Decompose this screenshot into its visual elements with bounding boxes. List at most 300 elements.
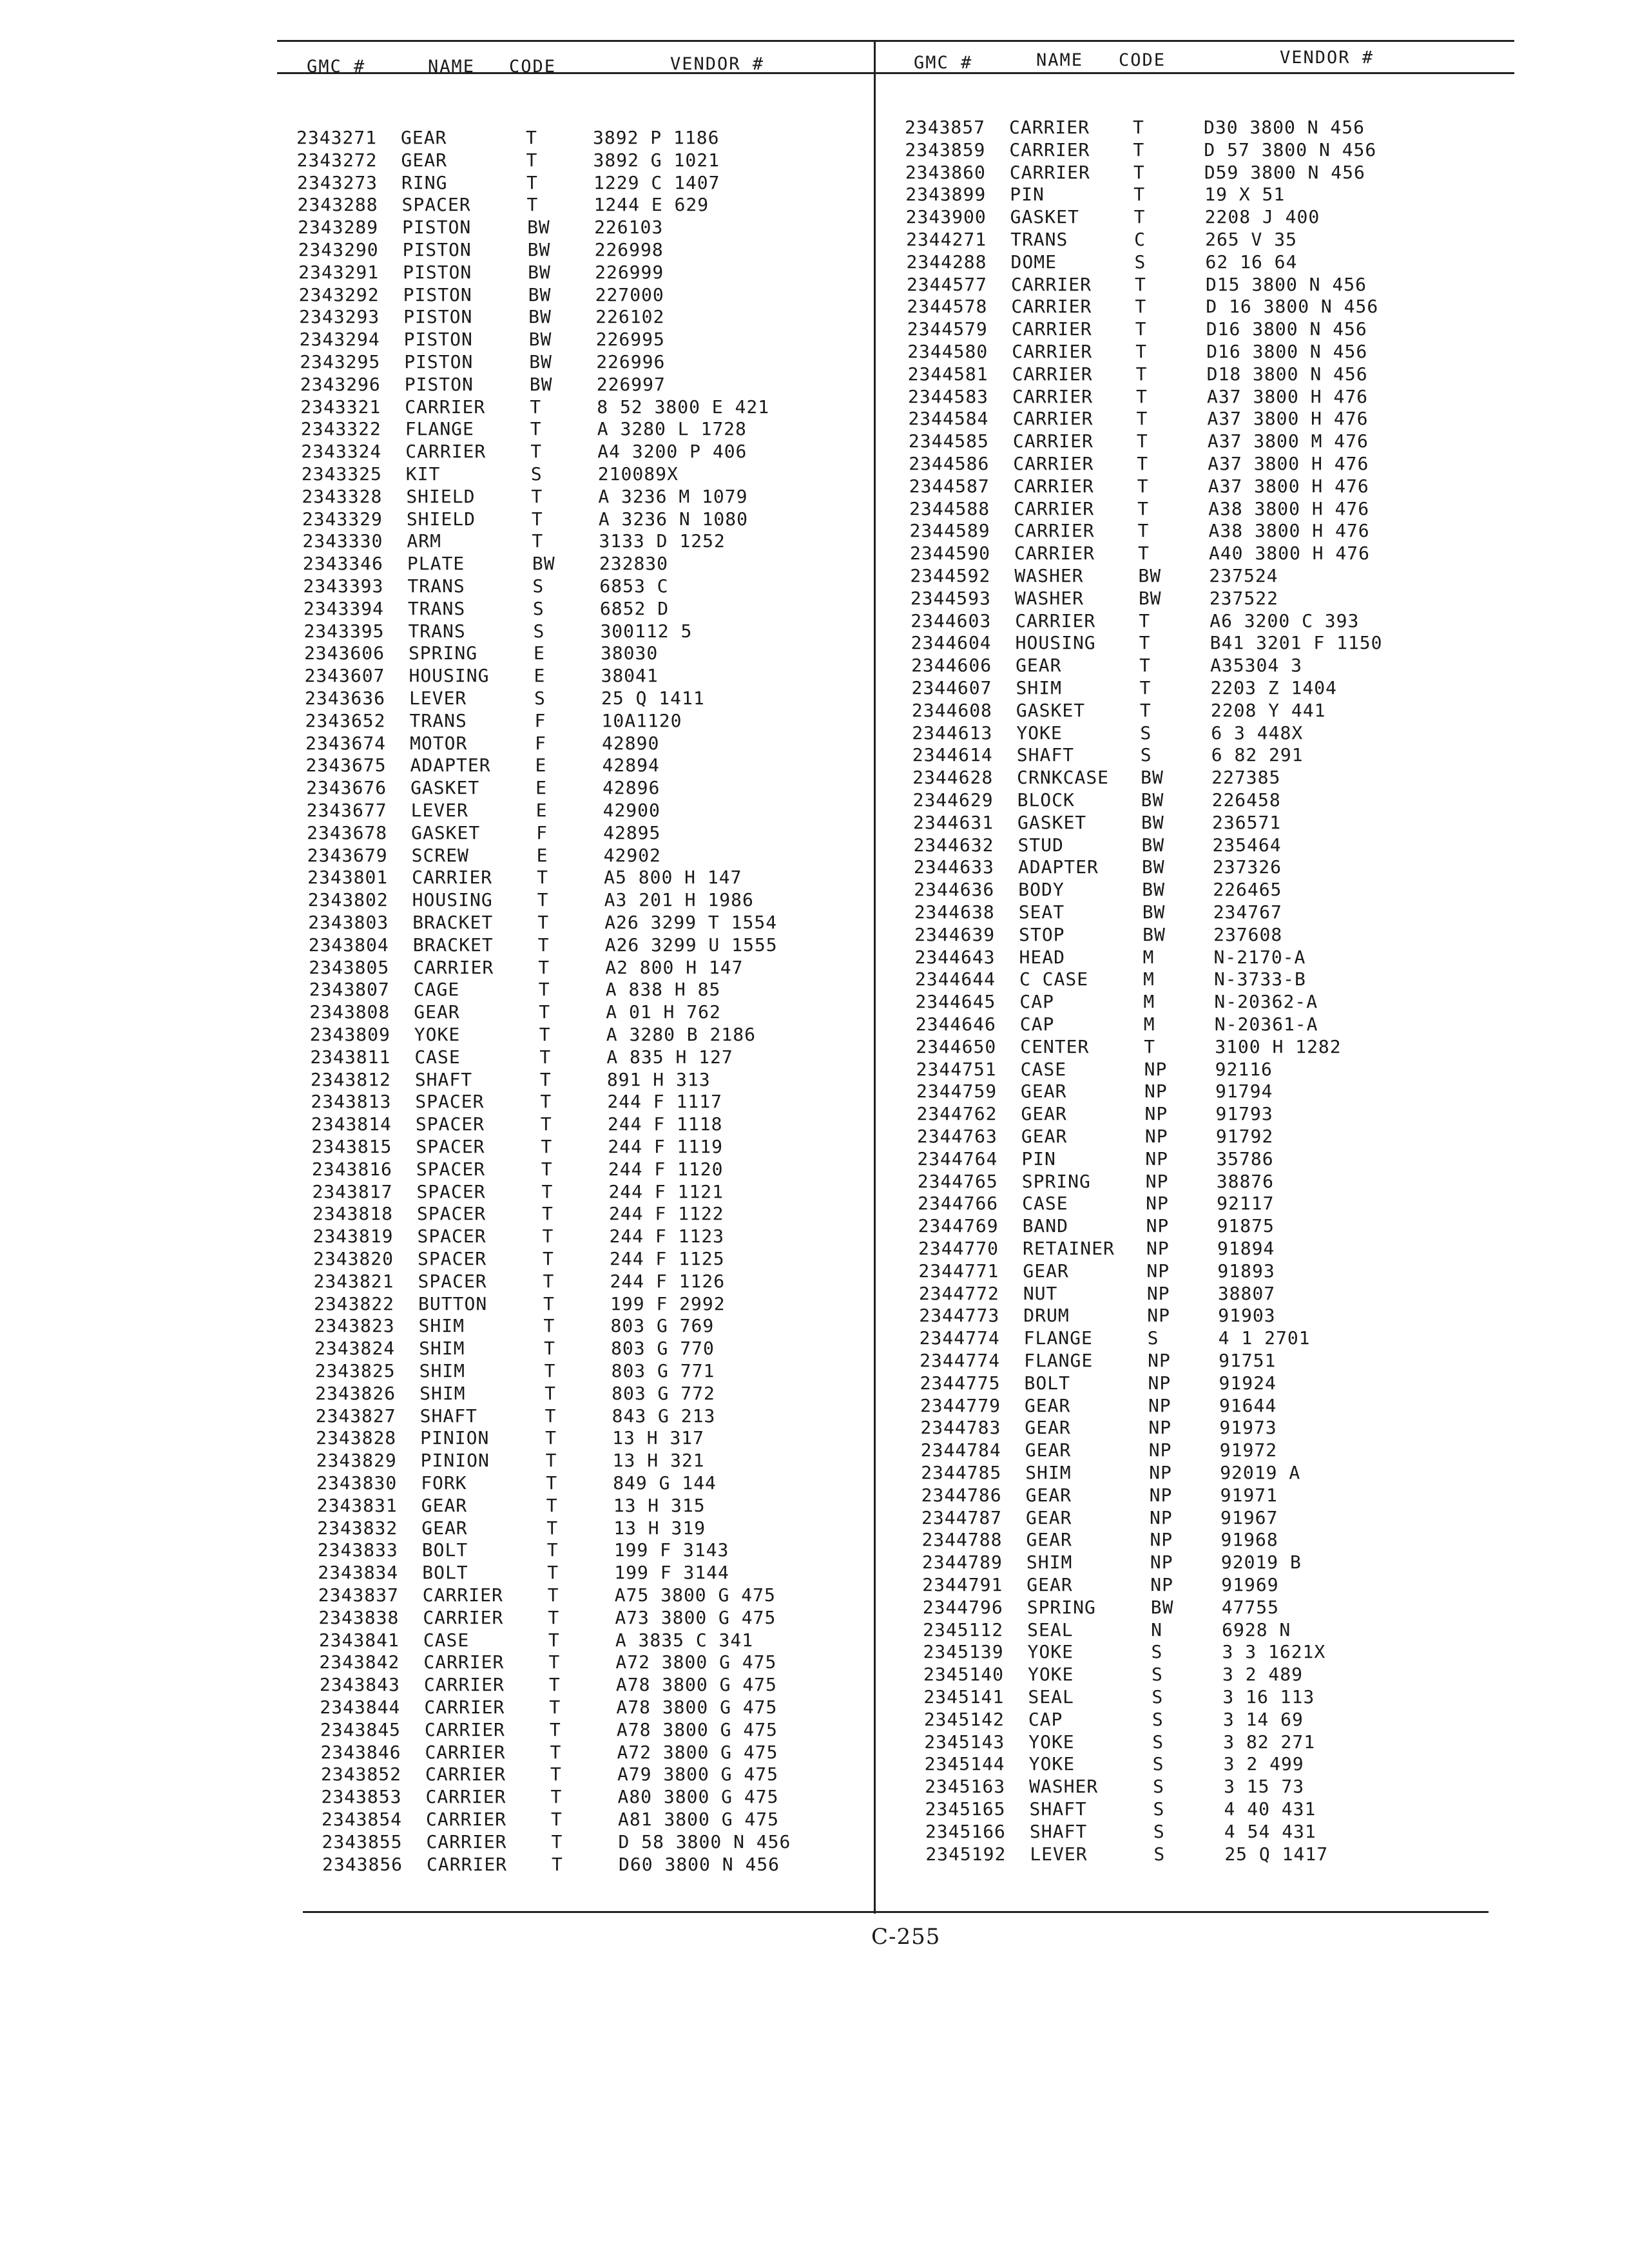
vendor-number: 91893 [1217,1260,1275,1282]
vendor-number: 849 G 144 [613,1472,717,1494]
gmc-number: 2344759 [916,1081,998,1102]
vendor-code: NP [1146,1260,1170,1282]
vendor-number: 2203 Z 1404 [1210,677,1337,698]
part-name: CARRIER [405,441,487,463]
part-name: CENTER [1020,1035,1090,1057]
part-name: SHAFT [1016,744,1075,766]
vendor-number: 3 16 113 [1222,1686,1315,1707]
part-name: HEAD [1019,946,1065,968]
vendor-number: A2 800 H 147 [605,956,744,978]
part-name: PLATE [407,553,465,575]
part-name: GEAR [1021,1103,1067,1125]
gmc-number: 2345141 [923,1686,1005,1707]
vendor-number: 803 G 770 [611,1338,715,1360]
vendor-number: A79 3800 G 475 [617,1763,778,1785]
vendor-number: 42902 [603,844,661,866]
vendor-number: 891 H 313 [606,1068,711,1090]
gmc-number: 2344643 [914,946,996,968]
vendor-code: T [542,1225,554,1247]
gmc-number: 2343607 [304,665,385,687]
part-name: NUT [1023,1282,1058,1304]
vendor-code: T [1139,610,1151,631]
part-name: CASE [414,1046,461,1068]
gmc-number: 2343807 [309,979,390,1001]
vendor-number: 244 F 1125 [610,1248,725,1269]
gmc-number: 2344587 [909,475,990,497]
vendor-code: T [1139,632,1151,654]
gmc-number: 2344581 [907,363,988,385]
part-name: PIN [1010,184,1045,206]
part-name: SPACER [401,194,471,216]
part-name: GEAR [1025,1439,1072,1461]
gmc-number: 2343811 [310,1046,391,1068]
vendor-number: 6853 C [599,575,669,597]
gmc-number: 2343856 [322,1853,403,1875]
gmc-number: 2343295 [300,351,381,372]
part-name: SHAFT [1029,1798,1087,1820]
gmc-number: 2343324 [301,441,382,463]
gmc-number: 2343818 [312,1203,393,1225]
part-name: HOUSING [412,889,493,911]
gmc-number: 2343837 [318,1584,399,1606]
part-name: SHAFT [419,1405,477,1427]
gmc-number: 2343854 [322,1809,403,1830]
part-name: DRUM [1023,1305,1070,1327]
vendor-number: A37 3800 H 476 [1207,408,1369,430]
vendor-code: T [1136,430,1148,452]
gmc-number: 2344763 [916,1126,998,1147]
part-name: C CASE [1019,968,1089,990]
part-name: GEAR [1016,655,1062,677]
vendor-code: T [1133,206,1146,228]
vendor-number: D 57 3800 N 456 [1204,139,1377,160]
vendor-code: T [548,1629,560,1651]
vendor-code: BW [527,216,550,238]
part-name: CARRIER [413,956,494,978]
gmc-number: 2343293 [299,306,380,328]
gmc-number: 2343834 [318,1562,399,1584]
part-name: BOLT [422,1562,468,1584]
gmc-number: 2343857 [905,117,986,138]
vendor-number: 91644 [1219,1394,1277,1416]
vendor-code: S [1147,1327,1159,1349]
part-name: FLANGE [1024,1350,1094,1371]
gmc-number: 2344787 [921,1506,1003,1528]
gmc-number: 2344629 [912,789,994,811]
part-name: BRACKET [412,934,494,956]
part-name: TRANS [409,709,467,731]
vendor-code: T [530,418,542,440]
vendor-code: T [544,1360,556,1381]
vendor-number: 199 F 3144 [614,1562,729,1584]
vendor-code: T [549,1696,561,1718]
part-name: GASKET [411,822,481,843]
vendor-code: S [1140,722,1152,744]
gmc-number: 2343833 [317,1539,398,1561]
part-name: SHIM [419,1338,465,1360]
vendor-number: N-3733-B [1213,968,1306,990]
vendor-number: 226998 [594,239,664,260]
part-name: SEAT [1018,901,1065,923]
gmc-number: 2343826 [315,1382,396,1404]
gmc-number: 2343900 [905,206,987,228]
gmc-number: 2344765 [917,1170,998,1192]
vendor-number: 42896 [602,777,660,799]
vendor-code: S [1140,744,1152,766]
part-name: SPACER [416,1158,486,1180]
vendor-number: 6 82 291 [1211,744,1304,766]
gmc-number: 2343841 [318,1629,400,1651]
vendor-number: A 3280 L 1728 [597,418,747,440]
vendor-code: NP [1146,1238,1170,1259]
part-name: SEAL [1028,1686,1074,1707]
vendor-number: A35304 3 [1210,655,1302,677]
vendor-code: BW [1142,923,1166,945]
vendor-code: T [530,441,543,463]
part-name: PISTON [404,373,474,395]
vendor-number: 3133 D 1252 [599,530,726,552]
gmc-number: 2343899 [905,184,987,206]
gmc-number: 2343328 [302,485,383,507]
part-name: SPACER [416,1203,487,1225]
vendor-code: T [538,979,550,1001]
vendor-number: 13 H 315 [613,1494,706,1516]
vendor-number: 91971 [1220,1484,1278,1506]
vendor-code: T [537,912,550,933]
part-name: CRNKCASE [1017,767,1110,789]
part-name: BODY [1018,879,1065,901]
gmc-number: 2344577 [906,273,987,295]
part-name: PISTON [402,239,472,260]
vendor-code: T [539,1046,552,1068]
gmc-number: 2343812 [310,1068,391,1090]
vendor-code: S [1152,1686,1164,1707]
vendor-number: N-2170-A [1213,946,1306,968]
gmc-number: 2343677 [306,800,387,821]
vendor-number: 92019 B [1220,1552,1302,1573]
part-name: CARRIER [425,1741,506,1763]
gmc-number: 2343855 [322,1831,403,1852]
gmc-number: 2343832 [317,1517,398,1539]
gmc-number: 2344788 [921,1529,1003,1551]
part-name: CASE [1020,1058,1067,1080]
part-name: GEAR [1024,1394,1071,1416]
vendor-number: 234767 [1213,901,1282,923]
vendor-number: 13 H 321 [612,1450,705,1472]
part-name: SPACER [415,1091,485,1113]
part-name: SPRING [408,642,478,664]
gmc-number: 2344751 [916,1058,997,1080]
part-name: RING [401,171,448,193]
vendor-code: T [1135,363,1148,385]
vendor-number: A80 3800 G 475 [617,1786,779,1808]
vendor-number: D16 3800 N 456 [1206,318,1367,340]
vendor-number: D15 3800 N 456 [1205,273,1367,295]
gmc-number: 2343820 [313,1248,394,1269]
vendor-number: 91894 [1217,1238,1275,1259]
part-name: CARRIER [1012,363,1093,385]
gmc-number: 2343827 [315,1405,396,1427]
gmc-number: 2345142 [923,1708,1005,1730]
gmc-number: 2343290 [298,239,379,260]
vendor-code: S [1153,1776,1164,1798]
vendor-number: 62 16 64 [1205,251,1298,273]
gmc-number: 2344606 [911,655,992,677]
part-name: STUD [1017,834,1064,856]
vendor-number: 226102 [595,306,665,328]
part-name: LEVER [1030,1843,1088,1865]
part-name: GEAR [401,127,447,148]
gmc-number: 2343676 [306,777,387,799]
vendor-code: T [537,889,549,911]
part-name: CASE [1022,1193,1068,1215]
vendor-code: BW [1141,789,1164,811]
vendor-code: NP [1145,1170,1169,1192]
vendor-number: 2208 J 400 [1204,206,1320,228]
vendor-code: NP [1148,1350,1171,1371]
part-name: TRANS [408,620,466,642]
part-name: WASHER [1014,565,1084,586]
vendor-number: 210089X [597,463,679,485]
part-name: SPRING [1027,1596,1096,1618]
part-name: CARRIER [1012,385,1094,407]
vendor-code: BW [1150,1596,1174,1618]
gmc-number: 2343852 [320,1763,401,1785]
vendor-code: T [1137,497,1149,519]
left-header-name: NAME [428,57,476,77]
vendor-code: T [537,867,549,889]
vendor-code: BW [528,329,552,351]
vendor-number: 1229 C 1407 [593,171,720,193]
vendor-number: 91794 [1215,1081,1273,1102]
part-name: GASKET [1010,206,1079,228]
gmc-number: 2343844 [320,1696,401,1718]
vendor-code: S [532,575,545,597]
part-name: GASKET [1016,699,1086,721]
vendor-number: 3892 G 1021 [593,149,720,171]
gmc-number: 2344774 [919,1327,1000,1349]
gmc-number: 2343804 [308,934,389,956]
part-name: GEAR [421,1517,468,1539]
part-name: PISTON [404,351,474,372]
part-name: SPACER [416,1180,486,1202]
gmc-number: 2344636 [914,879,995,901]
part-name: GEAR [1025,1417,1071,1439]
right-header-gmc: GMC # [914,53,973,73]
vendor-code: BW [1138,587,1162,609]
vendor-number: 47755 [1221,1596,1280,1618]
vendor-code: S [1151,1641,1163,1663]
vendor-code: T [1137,520,1150,542]
gmc-number: 2343843 [319,1674,400,1696]
vendor-code: BW [1138,565,1162,586]
vendor-code: T [526,171,538,193]
vendor-number: 3892 P 1186 [593,127,720,148]
part-name: TRANS [407,597,466,619]
part-name: GASKET [1017,811,1087,833]
gmc-number: 2344583 [908,385,989,407]
part-name: YOKE [1028,1731,1075,1753]
gmc-number: 2344590 [909,543,990,564]
vendor-code: BW [527,239,551,260]
part-name: YOKE [1027,1664,1074,1686]
vendor-number: 803 G 769 [610,1315,715,1337]
vendor-code: S [533,620,545,642]
gmc-number: 2343393 [303,575,384,597]
gmc-number: 2343652 [305,709,386,731]
gmc-number: 2344774 [920,1350,1001,1371]
vendor-number: 232830 [599,553,669,575]
gmc-number: 2343292 [298,284,380,305]
vendor-number: D18 3800 N 456 [1206,363,1368,385]
vendor-code: T [550,1741,562,1763]
gmc-number: 2343853 [321,1786,402,1808]
part-name: GEAR [1023,1260,1069,1282]
vendor-code: M [1143,1014,1155,1035]
vendor-number: A26 3299 T 1554 [604,912,778,933]
gmc-number: 2344271 [906,229,987,250]
vendor-number: 6928 N [1222,1619,1291,1640]
vendor-number: 226465 [1213,879,1282,901]
part-name: CARRIER [1013,453,1094,474]
part-name: CARRIER [1009,161,1090,183]
gmc-number: 2345192 [925,1843,1007,1865]
part-name: CARRIER [1011,318,1092,340]
part-name: SHIM [1025,1462,1072,1483]
part-name: GEAR [414,1001,460,1023]
vendor-code: BW [528,261,551,283]
vendor-number: 3 3 1621X [1222,1641,1326,1663]
vendor-number: A 838 H 85 [605,979,721,1001]
vendor-number: 3100 H 1282 [1215,1035,1342,1057]
part-name: ARM [407,530,441,552]
vendor-number: A73 3800 G 475 [615,1606,776,1628]
gmc-number: 2345166 [925,1820,1006,1842]
gmc-number: 2345165 [925,1798,1006,1820]
vendor-code: NP [1147,1305,1170,1327]
vendor-code: T [539,1068,552,1090]
part-name: GEAR [1026,1529,1072,1551]
right-header-vendor: VENDOR # [1280,48,1374,68]
part-name: PISTON [403,261,472,283]
left-header-vendor: VENDOR # [670,54,765,74]
vendor-number: 91924 [1219,1372,1277,1394]
vendor-code: T [1136,385,1148,407]
vendor-number: A6 3200 C 393 [1210,610,1360,631]
vendor-number: A 3835 C 341 [615,1629,754,1651]
gmc-number: 2343816 [311,1158,392,1180]
vendor-number: 244 F 1123 [609,1225,725,1247]
vendor-number: A78 3800 G 475 [615,1674,777,1696]
vendor-number: 236571 [1212,811,1282,833]
vendor-code: S [1153,1798,1165,1820]
vendor-number: 227385 [1211,767,1281,789]
vendor-code: T [1139,677,1152,698]
part-name: PISTON [402,216,472,238]
vendor-number: 4 40 431 [1224,1798,1316,1820]
vendor-code: T [541,1136,553,1157]
vendor-number: D16 3800 N 456 [1206,341,1368,362]
part-name: CARRIER [425,1786,506,1808]
gmc-number: 2344580 [907,341,988,362]
gmc-number: 2343805 [309,956,390,978]
vendor-number: 92117 [1217,1193,1275,1215]
part-name: GEAR [421,1494,468,1516]
vendor-number: 91903 [1218,1305,1276,1327]
gmc-number: 2344638 [914,901,995,923]
gmc-number: 2344604 [911,632,992,654]
vendor-code: NP [1148,1372,1171,1394]
vendor-number: A4 3200 P 406 [597,441,747,463]
vendor-code: S [534,687,546,709]
vendor-code: BW [532,553,555,575]
vendor-code: T [552,1853,563,1875]
vendor-number: 265 V 35 [1205,229,1297,250]
part-name: YOKE [1028,1753,1075,1775]
vendor-code: BW [1142,901,1166,923]
gmc-number: 2344645 [915,991,996,1013]
part-name: HOUSING [409,665,490,687]
part-name: CAP [1028,1708,1063,1730]
vendor-number: 6 3 448X [1211,722,1304,744]
vendor-number: A75 3800 G 475 [614,1584,776,1606]
vendor-code: T [548,1674,561,1696]
vendor-code: T [546,1494,558,1516]
part-name: CARRIER [1010,273,1092,295]
gmc-number: 2343821 [313,1270,394,1292]
vendor-code: BW [1142,879,1165,901]
part-name: CARRIER [427,1853,508,1875]
part-name: FORK [421,1472,467,1494]
gmc-number: 2343674 [305,732,387,754]
vendor-number: 2208 Y 441 [1210,699,1326,721]
vendor-number: 42900 [602,800,660,821]
gmc-number: 2344650 [916,1035,997,1057]
vendor-number: 226999 [595,261,664,283]
vendor-number: 803 G 772 [612,1382,715,1404]
gmc-number: 2344631 [913,811,994,833]
part-name: CARRIER [426,1809,507,1830]
vendor-number: D30 3800 N 456 [1204,117,1365,138]
gmc-number: 2344632 [913,834,994,856]
vendor-code: T [526,149,538,171]
vendor-code: E [535,800,548,821]
part-name: DOME [1010,251,1057,273]
part-name: SHAFT [414,1068,473,1090]
vendor-code: T [538,956,550,978]
vendor-code: T [546,1539,559,1561]
vendor-code: T [1139,655,1151,677]
part-name: CARRIER [425,1763,506,1785]
vendor-code: BW [528,306,552,328]
gmc-number: 2344589 [909,520,990,542]
part-name: SHIM [1016,677,1062,698]
gmc-number: 2344773 [919,1305,1000,1327]
vendor-number: D 16 3800 N 456 [1206,296,1379,318]
part-name: YOKE [414,1024,461,1045]
part-name: PINION [420,1427,490,1449]
vendor-number: 38041 [601,665,659,687]
vendor-number: 3 14 69 [1222,1708,1304,1730]
part-name: CARRIER [1012,430,1094,452]
part-name: TRANS [407,575,465,597]
vendor-code: NP [1150,1552,1173,1573]
vendor-code: S [1151,1664,1163,1686]
part-name: CARRIER [1014,520,1095,542]
vendor-code: NP [1144,1103,1168,1125]
part-name: GEAR [1027,1574,1073,1595]
gmc-number: 2344584 [908,408,989,430]
